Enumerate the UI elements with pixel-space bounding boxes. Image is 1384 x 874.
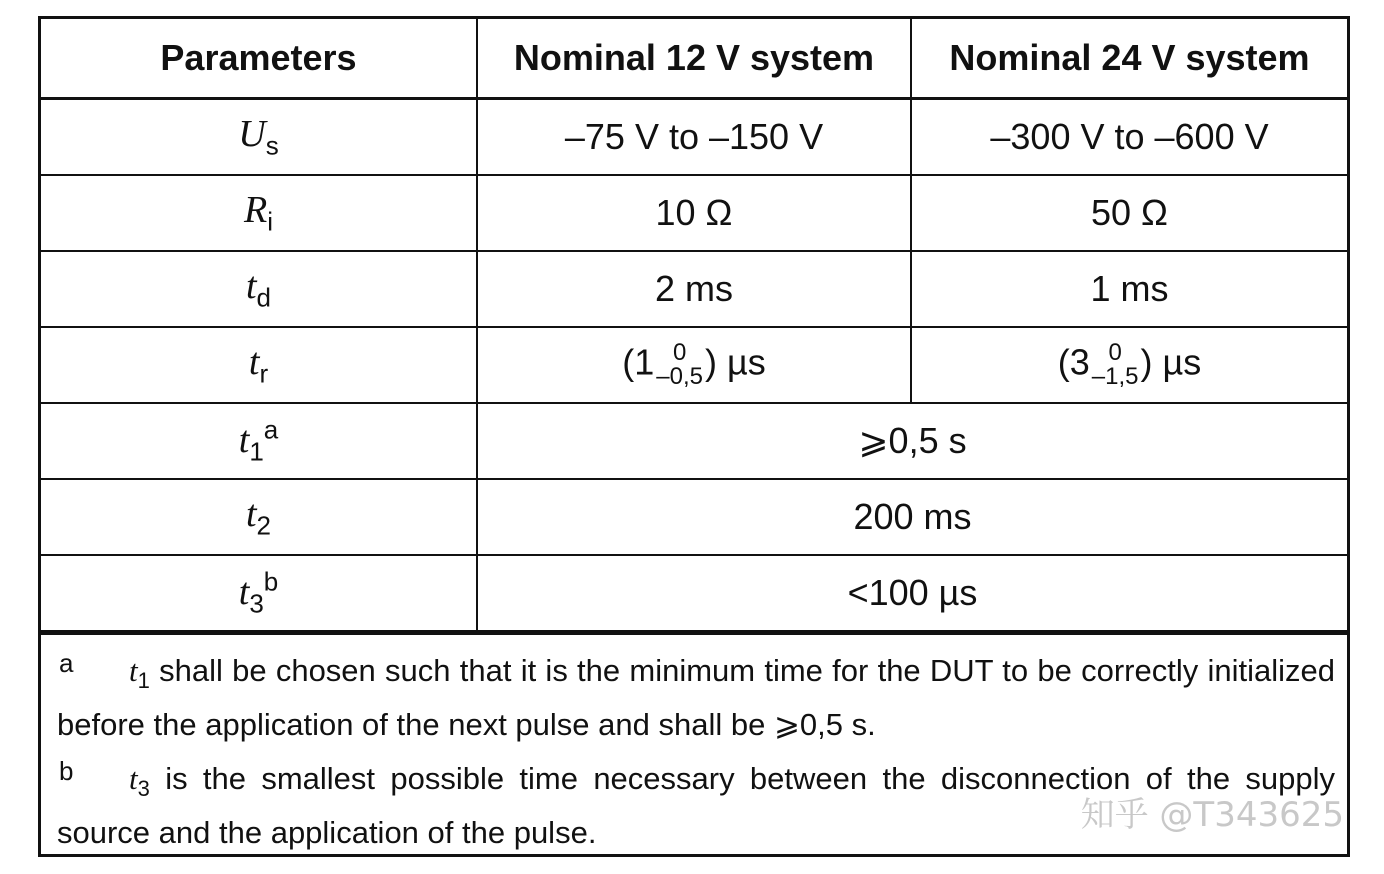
param-symbol: $t_3^b$ — [41, 555, 477, 631]
param-symbol: $U_s$ — [41, 99, 477, 176]
watermark: 知乎 @T343625 — [1080, 795, 1344, 835]
value-12v: (1 0 –0,5 ) µs — [477, 327, 911, 403]
table-row — [41, 327, 1347, 403]
param-symbol: $t_1^a$ — [41, 403, 477, 479]
footnote-mark-b: b — [59, 756, 74, 787]
table-row — [41, 555, 1347, 631]
value-both: ⩾0,5 s — [477, 403, 1347, 479]
value-24v: 50 Ω — [911, 175, 1347, 251]
value-24v: 1 ms — [911, 251, 1347, 327]
value-12v: 10 Ω — [477, 175, 911, 251]
header-12v: Nominal 12 V system — [477, 19, 911, 99]
header-parameters: Parameters — [41, 19, 477, 99]
parameters-table — [41, 19, 1347, 632]
footnote-a — [57, 649, 1335, 747]
parameters-table-frame — [38, 16, 1350, 857]
value-24v: (3 0 –1,5 ) µs — [911, 327, 1347, 403]
footnote-text: shall be chosen such that it is the minimum time for the DUT to be correctly initialized before the application of the next pulse and shall be ⩾0,5 s. — [57, 653, 1335, 743]
param-symbol: $t_r$ — [41, 327, 477, 403]
value-both: <100 µs — [477, 555, 1347, 631]
table-row — [41, 479, 1347, 555]
value-24v: –300 V to –600 V — [911, 99, 1347, 176]
value-both: 200 ms — [477, 479, 1347, 555]
param-symbol: $t_2$ — [41, 479, 477, 555]
param-symbol: $R_i$ — [41, 175, 477, 251]
footnote-symbol: $t_3$ — [129, 761, 150, 802]
footnote-symbol: $t_1$ — [129, 653, 150, 694]
footnote-text: is the smallest possible time necessary between the disconnection of the supply source and the application of the pulse. — [57, 761, 1335, 851]
value-12v: –75 V to –150 V — [477, 99, 911, 176]
table-header-row — [41, 19, 1347, 99]
footnote-mark-a: a — [59, 648, 74, 678]
table-row — [41, 403, 1347, 479]
table-row — [41, 99, 1347, 176]
param-symbol: $t_d$ — [41, 251, 477, 327]
value-12v: 2 ms — [477, 251, 911, 327]
table-row — [41, 251, 1347, 327]
table-row — [41, 175, 1347, 251]
header-24v: Nominal 24 V system — [911, 19, 1347, 99]
